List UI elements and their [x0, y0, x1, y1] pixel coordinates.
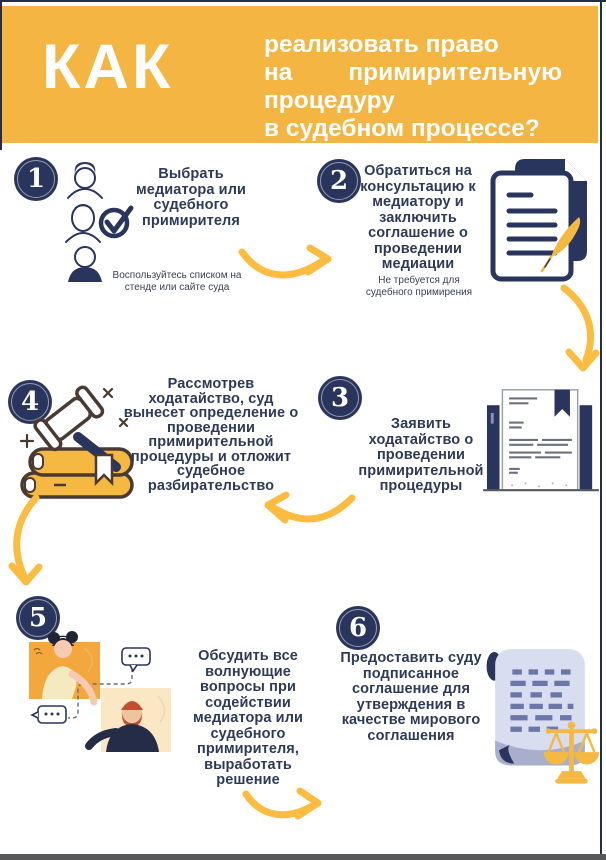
flow-arrow-3-4-icon — [256, 490, 360, 528]
mediator-candidates-icon — [58, 156, 136, 282]
header-banner — [2, 6, 598, 143]
law-books — [22, 449, 132, 497]
agreement-document-quill-icon — [487, 157, 593, 285]
step-6-number: 6 — [348, 613, 368, 643]
flow-arrow-4-5-icon — [8, 492, 48, 594]
checkmark-icon — [101, 208, 131, 236]
gavel-head — [33, 385, 104, 451]
step-6-number-badge — [336, 606, 380, 650]
candidate-1-face-icon — [68, 162, 102, 198]
discussion-people-illustration — [26, 626, 178, 766]
scales-of-justice-icon — [544, 722, 599, 784]
settlement-scroll-scales-icon — [478, 641, 602, 785]
step-2-note: Не требуется для судебного примирения — [365, 275, 473, 298]
frame-top-border — [0, 0, 606, 2]
step-3-number: 3 — [330, 383, 350, 413]
step-4-title: Рассмотрев ходатайство, суд вынесет определение о проведении примирительной процедуры и отложит судебное разбирательство — [123, 376, 299, 494]
step-2-number: 2 — [329, 166, 349, 196]
candidate-2-face-icon — [66, 205, 100, 242]
step-3-number-badge — [318, 376, 362, 420]
step-1-title: Выбрать медиатора или судебного примирителя — [135, 166, 247, 229]
step-5-title: Обсудить все волнующие вопросы при содействии медиатора или судебного примирителя, выработать решение — [192, 648, 304, 788]
header-title — [264, 31, 562, 143]
step-1-number-badge — [14, 157, 58, 201]
speech-bubble-icon — [122, 648, 150, 671]
petition-document-bookmark-icon — [483, 384, 599, 494]
step-1-number: 1 — [26, 164, 46, 194]
step-3-title: Заявить ходатайство о проведении примирительной процедуры — [358, 416, 484, 494]
step-2-title: Обратиться на консультацию к медиатору и заключить соглашение о проведении медиации — [360, 163, 476, 272]
header-title-line-4: в судебном процессе? — [264, 115, 540, 142]
bottom-edge-bar — [0, 854, 606, 860]
frame-right-border — [600, 0, 602, 860]
step-5-number: 5 — [28, 603, 48, 633]
flow-arrow-1-2-icon — [236, 240, 336, 286]
flow-arrow-2-3-icon — [556, 282, 600, 380]
frame-left-border — [0, 0, 2, 150]
header-title-line-3: процедуру — [264, 87, 395, 114]
step-6-title: Предоставить суду подписанное соглашение для утверждения в качестве мирового соглашения — [340, 650, 482, 744]
header-title-line-1: реализовать право — [264, 31, 499, 58]
header-title-line-2: на примирительную — [264, 59, 562, 86]
flow-arrow-5-6-icon — [240, 786, 330, 824]
step-4-number: 4 — [20, 387, 40, 417]
header-word: КАК — [42, 32, 174, 102]
speech-bubble-icon — [32, 706, 66, 723]
step-1-note: Воспользуйтесь списком на стенде или сайте суда — [112, 270, 242, 293]
